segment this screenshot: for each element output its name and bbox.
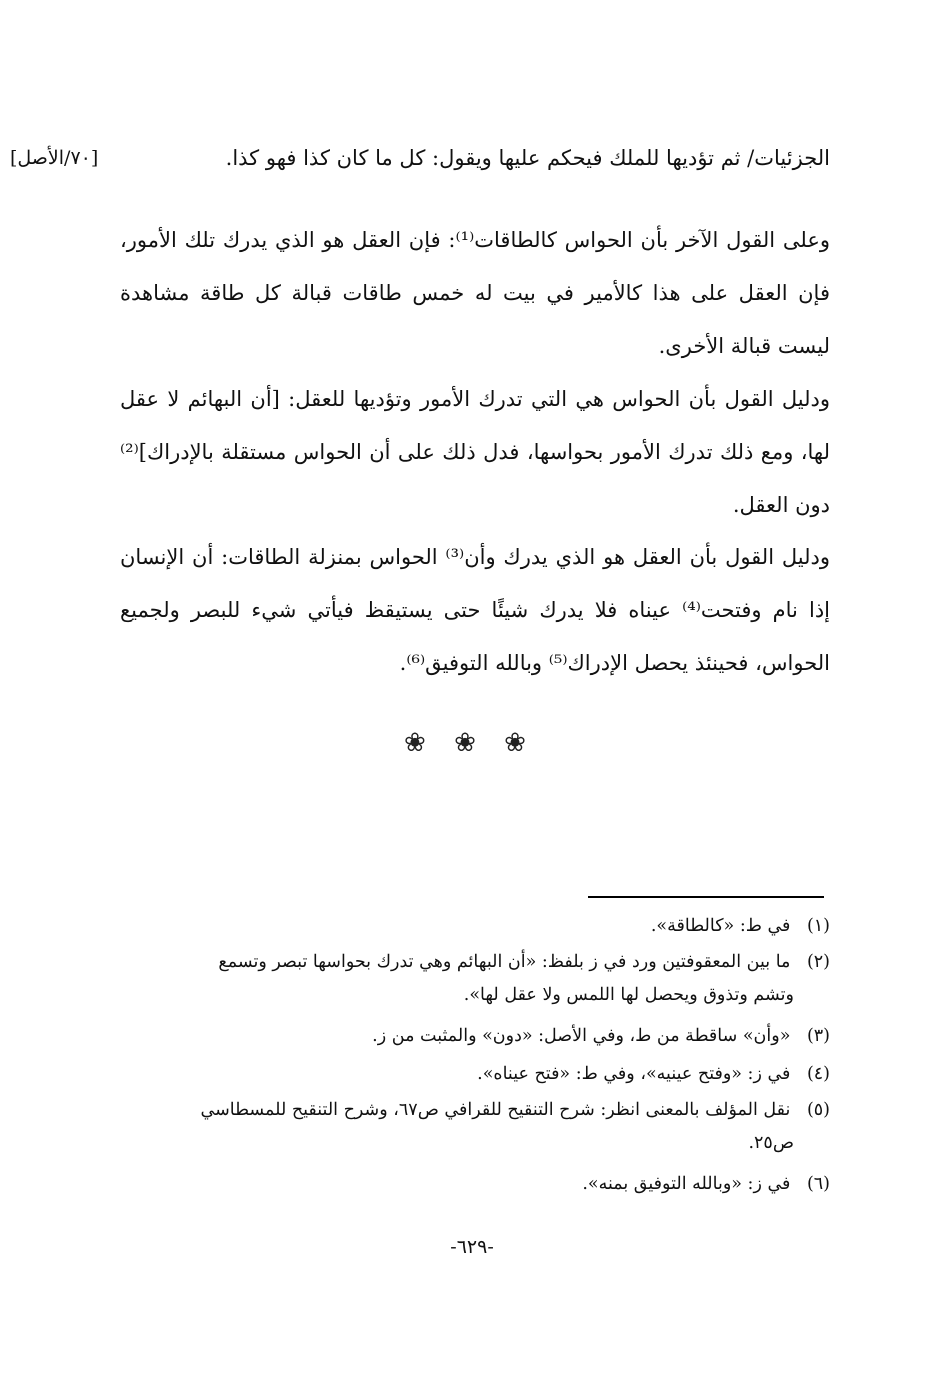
footnote-text: في ز: «وفتح عينيه»، وفي ط: «فتح عيناه». — [477, 1064, 791, 1084]
section-separator-ornament: ❀ ❀ ❀ — [404, 728, 536, 758]
footnote-number: (٥) — [806, 1100, 830, 1120]
footnote — [110, 1168, 830, 1201]
footnote-number: (٣) — [806, 1026, 830, 1046]
footnote-divider — [588, 896, 824, 898]
footnote — [110, 910, 830, 943]
body-paragraph: ودليل القول بأن العقل هو الذي يدرك وأن⁽³⁾ الحواس بمنزلة الطاقات: أن الإنسان إذا نام وفتحت⁽⁴⁾ عيناه فلا يدرك شيئًا حتى يستيقظ فيأتي شيء للبصر ولجميع الحواس، فحينئذ يحصل الإدراك⁽⁵⁾ وبالله التوفيق⁽⁶⁾. — [120, 545, 831, 675]
footnote-number: (١) — [806, 916, 830, 936]
footnote-text: ما بين المعقوفتين ورد في ز بلفظ: «أن البهائم وهي تدرك بحواسها تبصر وتسمع — [218, 952, 791, 972]
footnote — [110, 946, 830, 1012]
footnote-text: في ط: «كالطاقة». — [650, 916, 791, 936]
continuation-line: الجزئيات/ ثم تؤديها للملك فيحكم عليها ويقول: كل ما كان كذا فهو كذا. — [225, 146, 830, 170]
footnote — [110, 1094, 830, 1160]
footnote-number: (٦) — [806, 1174, 830, 1194]
footnote-text: نقل المؤلف بالمعنى انظر: شرح التنقيح للقرافي ص٦٧، وشرح التنقيح للمسطاسي — [200, 1100, 791, 1120]
body-paragraph: ودليل القول بأن الحواس هي التي تدرك الأمور وتؤديها للعقل: [أن البهائم لا عقل لها، ومع ذلك تدرك الأمور بحواسها، فدل ذلك على أن الحواس مستقلة بالإدراك]⁽²⁾ دون العقل. — [120, 387, 830, 517]
footnote-number: (٤) — [806, 1064, 830, 1084]
body-paragraph: وعلى القول الآخر بأن الحواس كالطاقات⁽¹⁾: فإن العقل هو الذي يدرك تلك الأمور، فإن العقل على هذا كالأمير في بيت له خمس طاقات قبالة كل طاقة مشاهدة ليست قبالة الأخرى. — [120, 228, 830, 358]
footnote — [110, 1020, 830, 1053]
margin-reference: [٧٠/الأصل] — [10, 147, 99, 169]
footnote — [110, 1058, 830, 1091]
footnote-text: في ز: «وبالله التوفيق بمنه». — [582, 1174, 791, 1194]
footnote-text-continuation: وتشم وتذوق ويحصل لها اللمس ولا عقل لها». — [463, 985, 794, 1005]
footnote-text-continuation: ص٢٥. — [748, 1133, 794, 1153]
page-number: -٦٢٩- — [450, 1236, 494, 1258]
footnote-text: «وأن» ساقطة من ط، وفي الأصل: «دون» والمثبت من ز. — [372, 1026, 791, 1046]
footnote-number: (٢) — [806, 952, 830, 972]
